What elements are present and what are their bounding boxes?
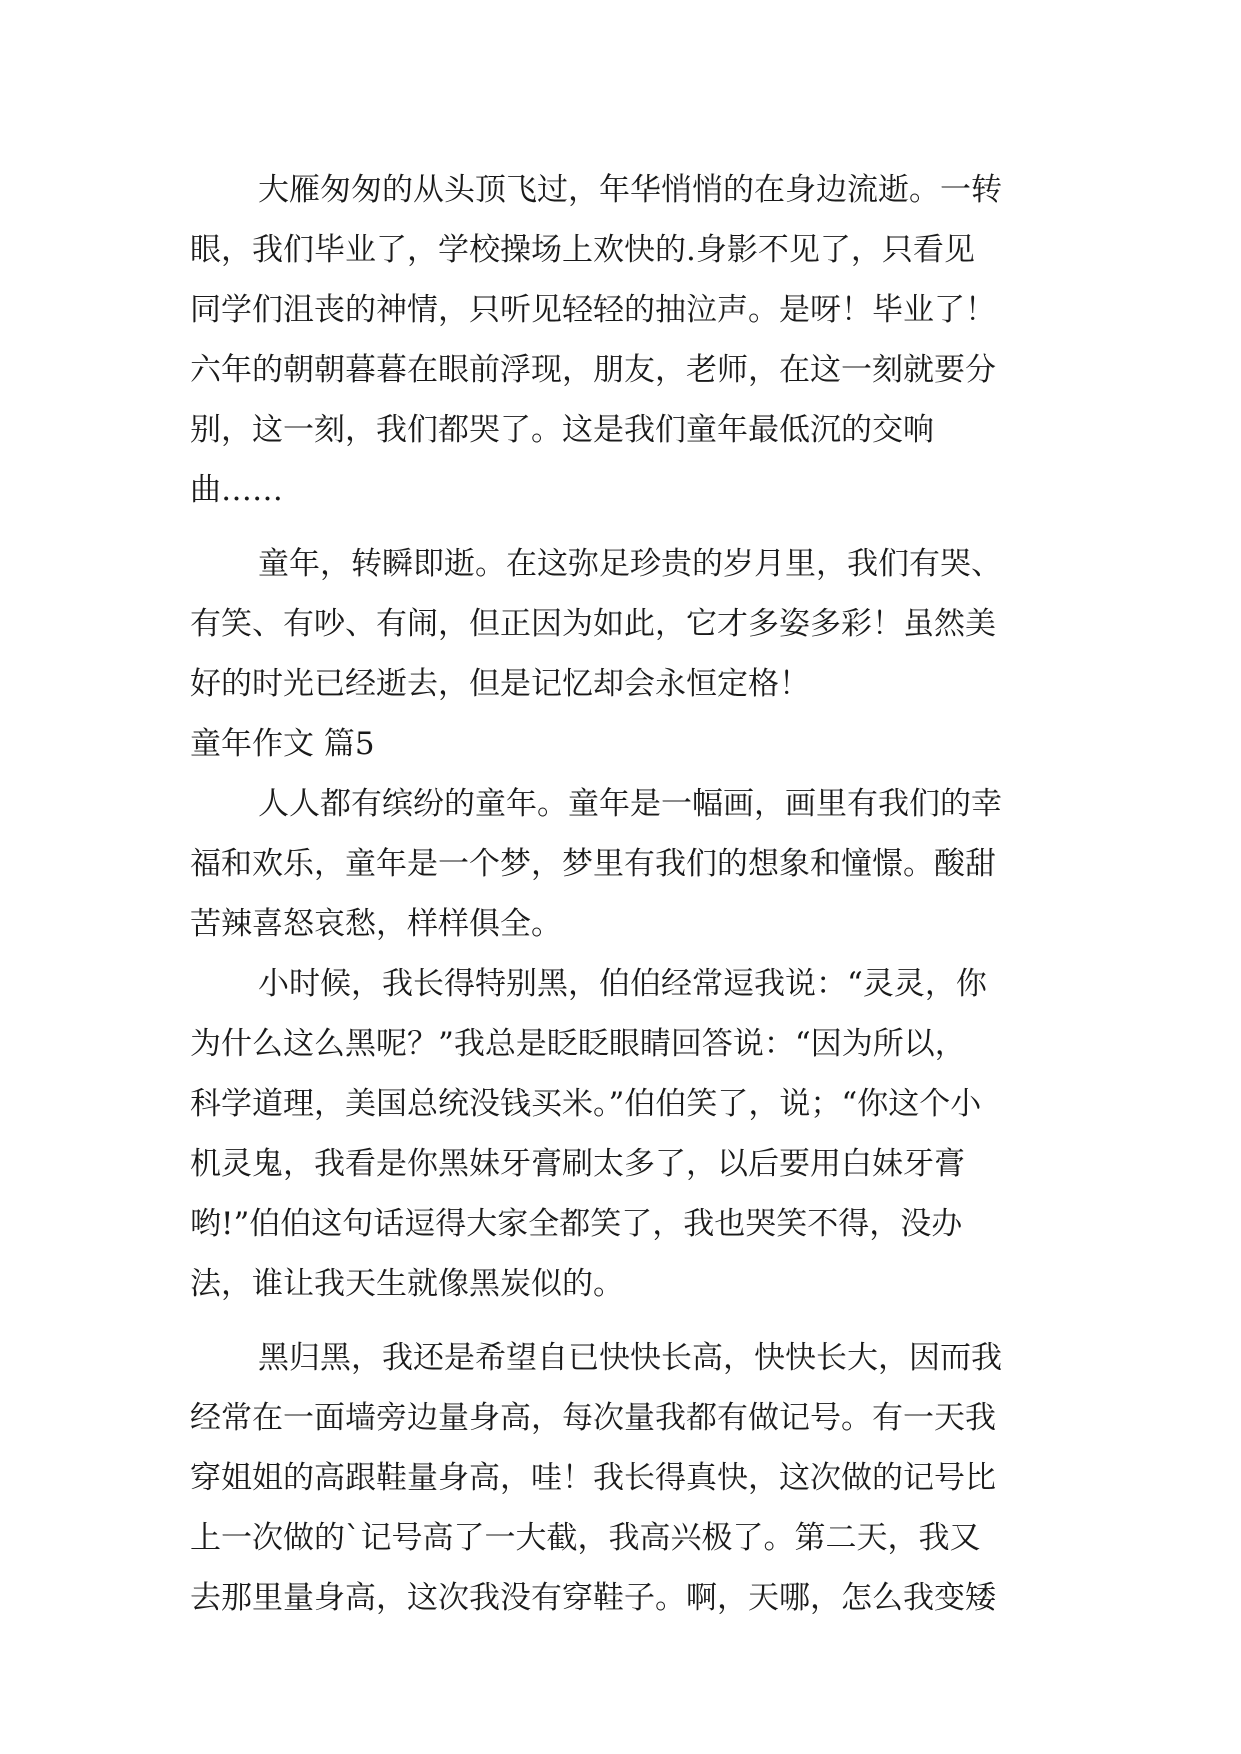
text-line: 好的时光已经逝去，但是记忆却会永恒定格！ <box>190 666 810 702</box>
text-line: 机灵鬼，我看是你黑妹牙膏刷太多了，以后要用白妹牙膏 <box>190 1146 965 1182</box>
text-line: 曲…… <box>190 472 283 508</box>
paragraph-spacer <box>190 520 1065 534</box>
text-line: 上一次做的`记号高了一大截，我高兴极了。第二天，我又 <box>190 1520 981 1556</box>
text-line: 有笑、有吵、有闹，但正因为如此，它才多姿多彩！虽然美 <box>190 606 996 642</box>
text-line: 眼，我们毕业了，学校操场上欢快的.身影不见了，只看见 <box>190 232 975 268</box>
text-line: 法，谁让我天生就像黑炭似的。 <box>190 1266 624 1302</box>
text-line: 为什么这么黑呢？”我总是眨眨眼睛回答说：“因为所以， <box>190 1026 966 1062</box>
text-line: 大雁匆匆的从头顶飞过，年华悄悄的在身边流逝。一转 <box>258 172 1002 208</box>
document-page <box>190 160 1065 1628</box>
text-line: 人人都有缤纷的童年。童年是一幅画，画里有我们的幸 <box>258 786 1002 822</box>
text-line: 去那里量身高，这次我没有穿鞋子。啊，天哪，怎么我变矮 <box>190 1580 996 1616</box>
paragraph-spacer <box>190 1314 1065 1328</box>
text-line: 六年的朝朝暮暮在眼前浮现，朋友，老师，在这一刻就要分 <box>190 352 996 388</box>
text-line: 福和欢乐，童年是一个梦，梦里有我们的想象和憧憬。酸甜 <box>190 846 996 882</box>
text-line: 黑归黑，我还是希望自已快快长高，快快长大，因而我 <box>258 1340 1002 1376</box>
text-line: 童年，转瞬即逝。在这弥足珍贵的岁月里，我们有哭、 <box>258 546 1002 582</box>
paragraph-colorful-childhood <box>190 774 1065 954</box>
section-heading: 童年作文 篇5 <box>190 726 375 762</box>
paragraph-childhood-passing <box>190 534 1065 714</box>
text-line: 同学们沮丧的神情，只听见轻轻的抽泣声。是呀！毕业了！ <box>190 292 996 328</box>
paragraph-measuring-height <box>190 1328 1065 1628</box>
paragraph-graduation <box>190 160 1065 520</box>
text-line: 小时候，我长得特别黑，伯伯经常逗我说：“灵灵，你 <box>258 966 987 1002</box>
text-line: 科学道理，美国总统没钱买米。”伯伯笑了，说；“你这个小 <box>190 1086 982 1122</box>
text-line: 经常在一面墙旁边量身高，每次量我都有做记号。有一天我 <box>190 1400 996 1436</box>
text-line: 别，这一刻，我们都哭了。这是我们童年最低沉的交响 <box>190 412 934 448</box>
text-line: 苦辣喜怒哀愁，样样俱全。 <box>190 906 562 942</box>
paragraph-dark-skin <box>190 954 1065 1314</box>
text-line: 穿姐姐的高跟鞋量身高，哇！我长得真快，这次做的记号比 <box>190 1460 996 1496</box>
text-line: 哟!”伯伯这句话逗得大家全都笑了，我也哭笑不得，没办 <box>190 1206 963 1242</box>
